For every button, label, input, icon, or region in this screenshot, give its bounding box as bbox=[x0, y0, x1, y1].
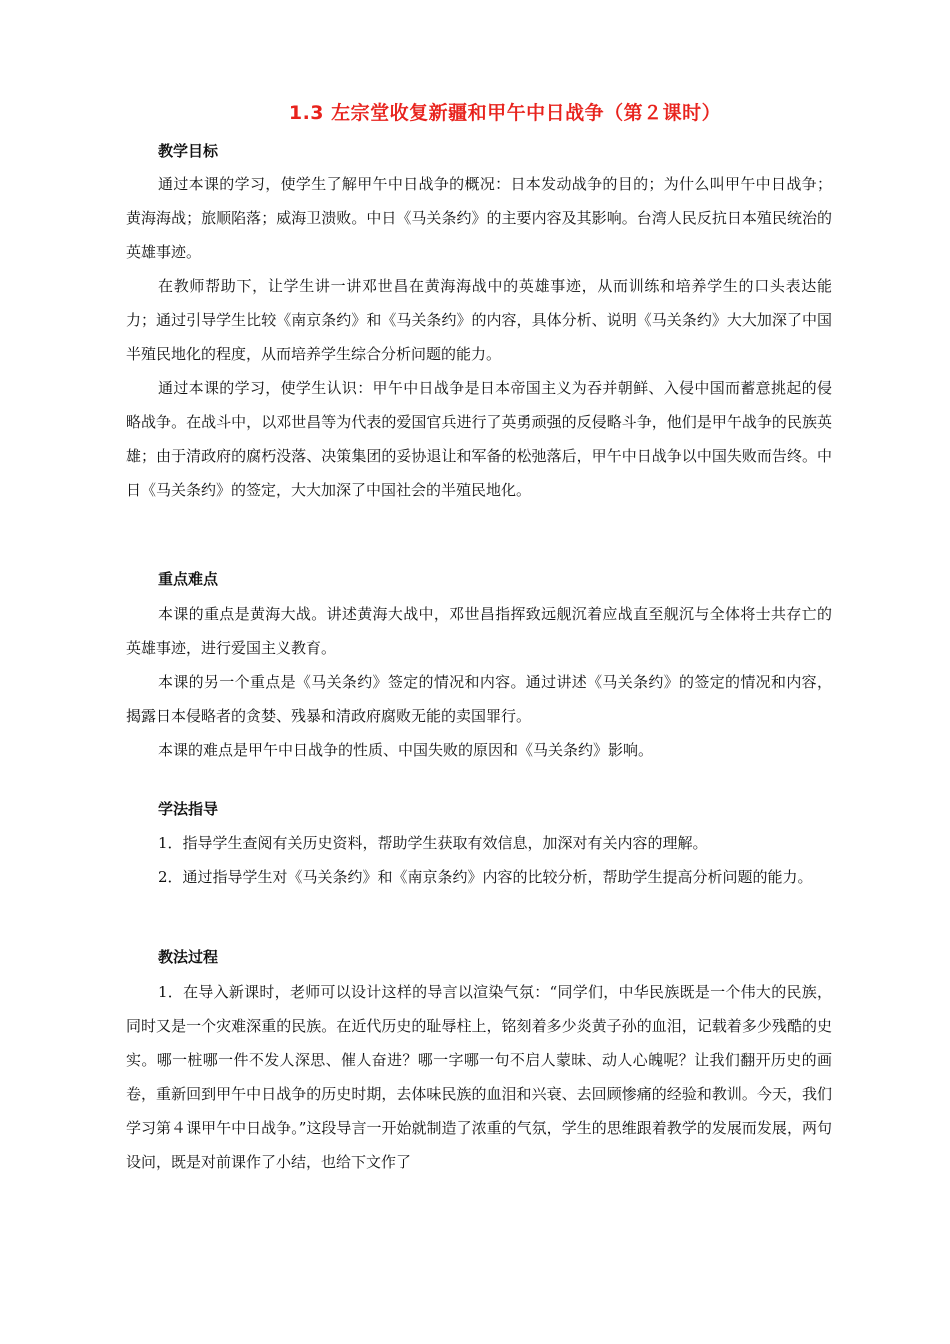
section-heading-process: 教法过程 bbox=[158, 948, 219, 966]
paragraph: 本课的另一个重点是《马关条约》签定的情况和内容。通过讲述《马关条约》的签定的情况和内容，揭露日本侵略者的贪婪、残暴和清政府腐败无能的卖国罪行。 bbox=[126, 673, 832, 725]
paragraph: 2．通过指导学生对《马关条约》和《南京条约》内容的比较分析，帮助学生提高分析问题的能力。 bbox=[158, 868, 813, 886]
paragraph: 1．指导学生查阅有关历史资料，帮助学生获取有效信息，加深对有关内容的理解。 bbox=[158, 834, 708, 852]
paragraph: 本课的重点是黄海大战。讲述黄海大战中，邓世昌指挥致远舰沉着应战直至舰沉与全体将士共存亡的英雄事迹，进行爱国主义教育。 bbox=[126, 605, 832, 657]
key-points-paragraphs bbox=[126, 597, 832, 767]
paragraph: 通过本课的学习，使学生了解甲午中日战争的概况：日本发动战争的目的；为什么叫甲午中日战争；黄海海战；旅顺陷落；威海卫溃败。中日《马关条约》的主要内容及其影响。台湾人民反抗日本殖民统治的英雄事迹。 bbox=[126, 175, 832, 261]
paragraph: 通过本课的学习，使学生认识：甲午中日战争是日本帝国主义为吞并朝鲜、入侵中国而蓄意挑起的侵略战争。在战斗中，以邓世昌等为代表的爱国官兵进行了英勇顽强的反侵略斗争，他们是甲午战争的民族英雄；由于清政府的腐朽没落、决策集团的妥协退让和军备的松弛落后，甲午中日战争以中国失败而告终。中日《马关条约》的签定，大大加深了中国社会的半殖民地化。 bbox=[126, 379, 832, 499]
process-paragraphs bbox=[126, 975, 832, 1179]
paragraph: 本课的难点是甲午中日战争的性质、中国失败的原因和《马关条约》影响。 bbox=[158, 741, 654, 759]
study-paragraphs bbox=[126, 826, 832, 894]
objectives-paragraphs bbox=[126, 167, 832, 507]
section-heading-study: 学法指导 bbox=[158, 800, 219, 818]
section-heading-objectives: 教学目标 bbox=[158, 142, 219, 160]
paragraph: 1．在导入新课时，老师可以设计这样的导言以渲染气氛：“同学们，中华民族既是一个伟大的民族，同时又是一个灾难深重的民族。在近代历史的耻辱柱上，铭刻着多少炎黄子孙的血泪，记载着多少残酷的史实。哪一桩哪一件不发人深思、催人奋进？哪一字哪一句不启人蒙昧、动人心魄呢？让我们翻开历史的画卷，重新回到甲午中日战争的历史时期，去体味民族的血泪和兴衰、去回顾惨痛的经验和教训。今天，我们学习第４课甲午中日战争。”这段导言一开始就制造了浓重的气氛，学生的思维跟着教学的发展而发展，两句设问，既是对前课作了小结，也给下文作了 bbox=[126, 983, 832, 1171]
section-heading-key-points: 重点难点 bbox=[158, 570, 219, 588]
document-title: 1.3 左宗堂收复新疆和甲午中日战争（第２课时） bbox=[288, 102, 722, 124]
paragraph: 在教师帮助下，让学生讲一讲邓世昌在黄海海战中的英雄事迹，从而训练和培养学生的口头表达能力；通过引导学生比较《南京条约》和《马关条约》的内容，具体分析、说明《马关条约》大大加深了中国半殖民地化的程度，从而培养学生综合分析问题的能力。 bbox=[126, 277, 832, 363]
